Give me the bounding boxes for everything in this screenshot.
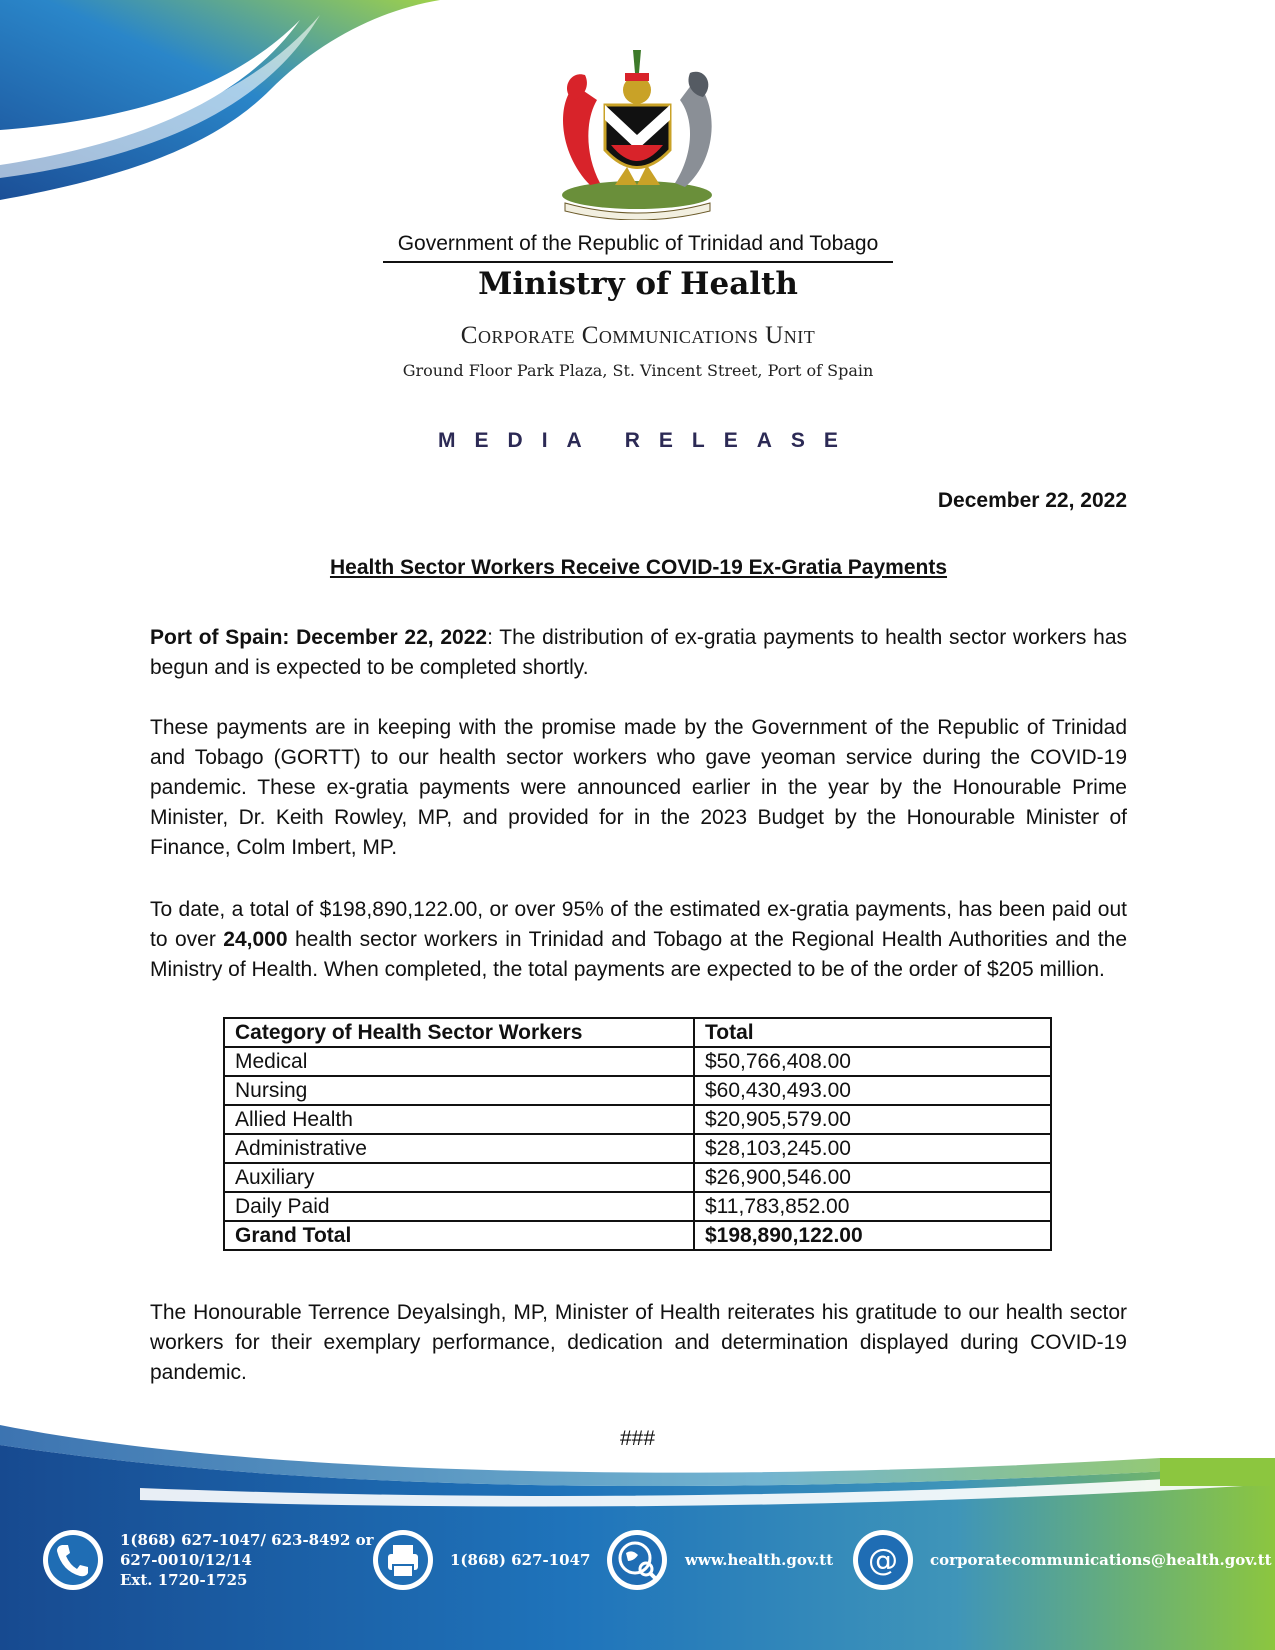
row-total: $60,430,493.00 (694, 1076, 1051, 1105)
at-icon (850, 1527, 916, 1593)
paragraph-1-text: : The distribution of ex-gratia payments to health sector workers has begun and is expected to be completed shortly. (150, 626, 1127, 679)
header-category: Category of Health Sector Workers (224, 1018, 694, 1047)
grand-total-row (224, 1221, 1051, 1250)
government-name: Government of the Republic of Trinidad and Tobago (397, 232, 879, 255)
row-category: Daily Paid (224, 1192, 694, 1221)
paragraph-2: These payments are in keeping with the promise made by the Government of the Republic of Trinidad and Tobago (GORTT) to our health sector workers who gave yeoman service during the COVID-19 pandemic. These ex-gratia payments were announced earlier in the year by the Honourable Prime Minister, Dr. Keith Rowley, MP, and provided for in the 2023 Budget by the Honourable Minister of Finance, Colm Imbert, MP. (150, 716, 1127, 859)
unit-address: Ground Floor Park Plaza, St. Vincent Street, Port of Spain (402, 361, 874, 380)
top-decorative-swoosh (0, 0, 460, 210)
website-link[interactable]: www.health.gov.tt (685, 1551, 834, 1569)
row-total: $20,905,579.00 (694, 1105, 1051, 1134)
globe-icon (604, 1527, 670, 1593)
table-row (224, 1192, 1051, 1221)
paragraph-3 (150, 895, 1127, 985)
phone-line-2: 627-0010/12/14 (120, 1551, 252, 1569)
paragraph-4: The Honourable Terrence Deyalsingh, MP, Minister of Health reiterates his gratitude to our health sector workers for their exemplary performance, dedication and determination displayed during COVID-19 pandemic. (150, 1301, 1127, 1384)
fax-contact: 1(868) 627-1047 (450, 1551, 591, 1569)
coat-of-arms-icon (545, 45, 730, 220)
row-category: Administrative (224, 1134, 694, 1163)
phone-line-1: 1(868) 627-1047/ 623-8492 or (120, 1531, 374, 1549)
end-mark: ### (619, 1427, 656, 1450)
row-category: Nursing (224, 1076, 694, 1105)
paragraph-3-text-a: To date, a total of $198,890,122.00, or over 95% of the estimated ex-gratia payments, has been paid out to over (150, 898, 1127, 951)
table-row (224, 1163, 1051, 1192)
row-category: Allied Health (224, 1105, 694, 1134)
row-category: Auxiliary (224, 1163, 694, 1192)
dateline: Port of Spain: December 22, 2022 (150, 626, 488, 649)
header-total: Total (694, 1018, 1051, 1047)
unit-name: Corporate Communications Unit (460, 322, 816, 349)
media-release-label: MEDIA RELEASE (438, 429, 857, 452)
row-total: $50,766,408.00 (694, 1047, 1051, 1076)
fax-icon (370, 1527, 436, 1593)
payments-table (223, 1017, 1052, 1251)
row-total: $11,783,852.00 (694, 1192, 1051, 1221)
release-date: December 22, 2022 (937, 489, 1127, 512)
table-header-row (224, 1018, 1051, 1047)
paragraph-1 (150, 623, 1127, 683)
phone-contact (120, 1530, 374, 1590)
email-link[interactable]: corporatecommunications@health.gov.tt (930, 1551, 1272, 1569)
table-row (224, 1105, 1051, 1134)
table-row (224, 1047, 1051, 1076)
header-divider (383, 261, 893, 263)
row-category: Medical (224, 1047, 694, 1076)
grand-total-label: Grand Total (224, 1221, 694, 1250)
svg-text:@: @ (868, 1543, 898, 1578)
grand-total-value: $198,890,122.00 (694, 1221, 1051, 1250)
paragraph-3-text-b: health sector workers in Trinidad and Tobago at the Regional Health Authorities and the Ministry of Health. When completed, the total payments are expected to be of the order of $205 million. (150, 928, 1127, 981)
table-row (224, 1076, 1051, 1105)
row-total: $26,900,546.00 (694, 1163, 1051, 1192)
worker-count: 24,000 (223, 928, 288, 951)
release-headline: Health Sector Workers Receive COVID-19 Ex-Gratia Payments (329, 556, 948, 579)
ministry-name: Ministry of Health (478, 266, 798, 302)
phone-icon (40, 1527, 106, 1593)
phone-line-3: Ext. 1720-1725 (120, 1571, 248, 1589)
table-row (224, 1134, 1051, 1163)
row-total: $28,103,245.00 (694, 1134, 1051, 1163)
